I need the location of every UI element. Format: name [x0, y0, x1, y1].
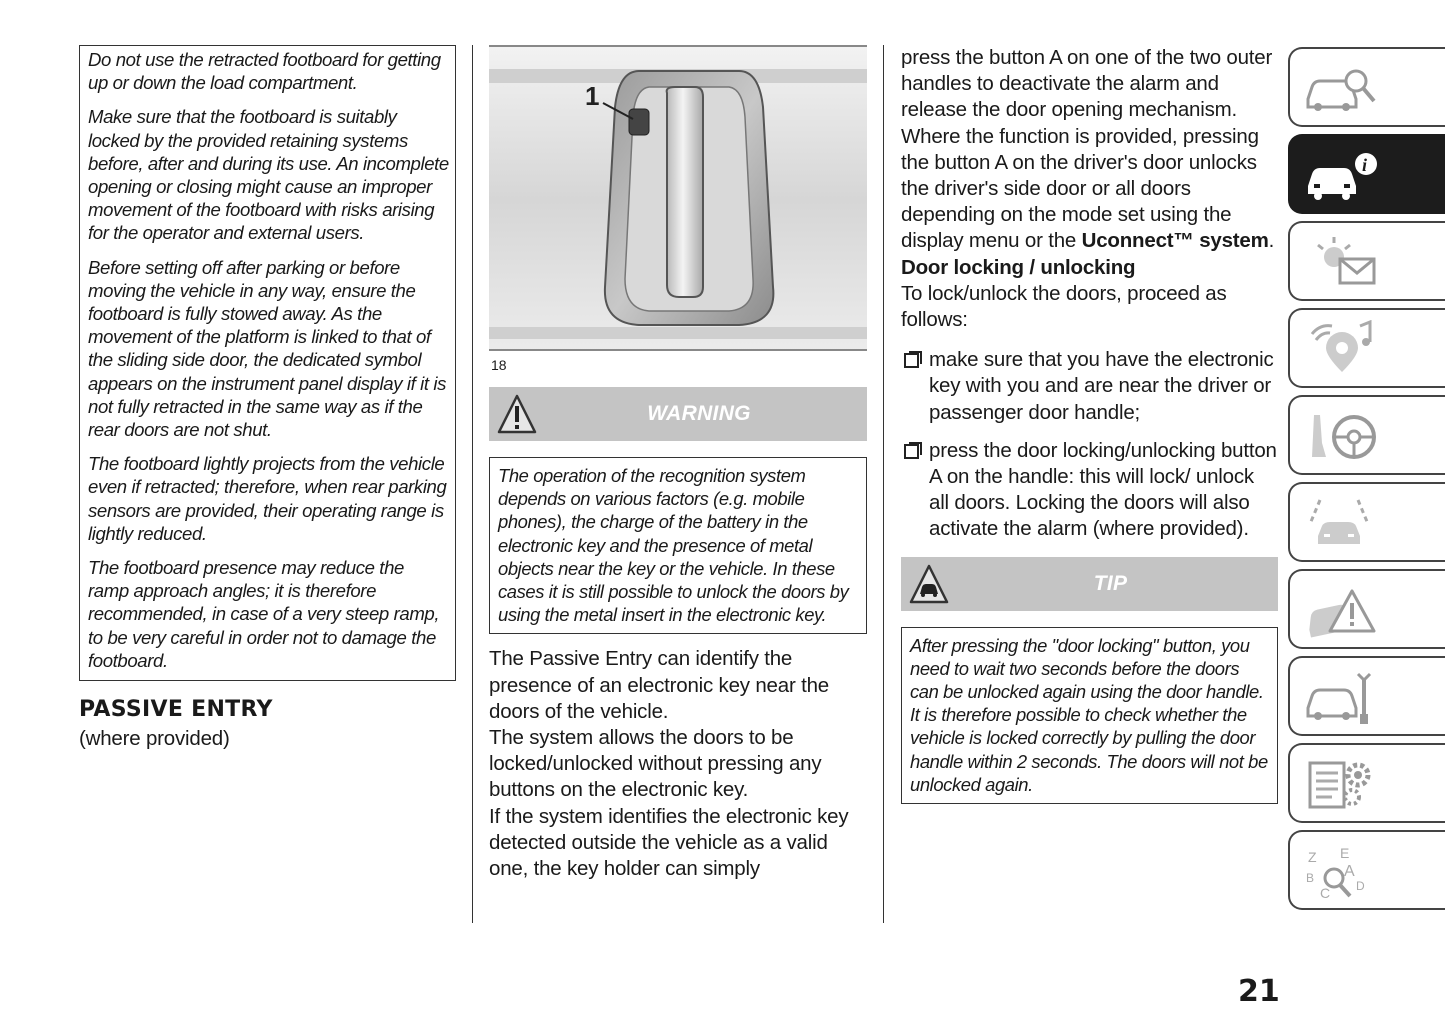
right-column — [901, 45, 1278, 804]
tab-lane-assist[interactable] — [1288, 482, 1445, 562]
note-paragraph: Before setting off after parking or before moving the vehicle in any way, ensure the footboard is fully stowed away. As the movement of the platform is linked to that of the sliding side door, the dedicated symbol appears on the instrument panel display if it is not fully retracted in the same way as if the rear doors are not shut. — [88, 256, 447, 441]
tab-technical-data[interactable] — [1288, 743, 1445, 823]
left-column — [79, 45, 456, 752]
tip-label: TIP — [1093, 571, 1128, 595]
warning-lights-message-icon — [1304, 233, 1384, 293]
note-paragraph: Do not use the retracted footboard for getting up or down the load compartment. — [88, 49, 441, 94]
car-service-tools-icon — [1304, 668, 1384, 728]
tab-steering-seat[interactable] — [1288, 395, 1445, 475]
tab-emergency[interactable] — [1288, 569, 1445, 649]
door-handle-figure — [489, 45, 867, 351]
door-handle-illustration — [489, 47, 867, 351]
figure-callout: 1 — [585, 81, 600, 111]
svg-text:C: C — [1320, 885, 1331, 901]
note-paragraph: The footboard presence may reduce the ramp approach angles; it is therefore recommended, in case of a very steep ramp, to be very careful in order not to damage the footboard. — [88, 557, 440, 671]
function-text: Where the function is provided, pressing the button A on the driver's door unlocks the driver's side door or all doors depending on the mode set using the display menu or the — [901, 124, 1259, 253]
door-locking-subheading: Door locking / unlocking — [901, 255, 1136, 279]
svg-text:A: A — [1344, 863, 1355, 880]
tab-service-maintenance[interactable] — [1288, 656, 1445, 736]
svg-text:E: E — [1340, 845, 1350, 861]
body-text-line: The system allows the doors to be locked/unlocked without pressing any buttons on the electronic key. — [489, 726, 822, 802]
tip-car-triangle-icon — [907, 560, 951, 608]
svg-text:B: B — [1306, 871, 1315, 885]
steering-seat-icon — [1304, 407, 1384, 467]
tab-alphabetical-index[interactable] — [1288, 830, 1445, 910]
svg-text:Z: Z — [1308, 849, 1317, 865]
list-item — [901, 438, 1278, 543]
body-paragraph — [489, 646, 867, 882]
car-search-icon — [1304, 59, 1384, 119]
figure-caption: 18 — [491, 357, 507, 373]
procedure-intro: To lock/unlock the doors, proceed as follows: — [901, 281, 1227, 332]
warning-text-box: The operation of the recognition system depends on various factors (e.g. mobile phones), the charge of the battery in the electronic key and the presence of metal objects near the key or the vehicle. In these cases it is still possible to unlock the doors by using the metal insert in the electronic key. — [489, 457, 867, 634]
body-text-line: The Passive Entry can identify the presence of an electronic key near the doors of the vehicle. — [489, 647, 829, 723]
list-item-text: press the door locking/unlocking button A on the handle: this will lock/ unlock all doors. Locking the doors will also activate the alarm (where provided). — [929, 438, 1277, 541]
media-navigation-icon — [1304, 320, 1384, 380]
warning-label: WARNING — [647, 402, 751, 425]
svg-text:i: i — [1362, 155, 1368, 175]
section-title: PASSIVE ENTRY — [79, 697, 273, 723]
note-paragraph: Make sure that the footboard is suitably locked by the provided retaining systems before, after and during its use. An incomplete opening or closing might cause an improper movement of the footboard with risks arising for the operator and external users. — [88, 106, 449, 244]
body-text-line: If the system identifies the electronic key detected outside the vehicle as a valid one, the key holder can simply — [489, 804, 849, 881]
tab-media-navigation[interactable] — [1288, 308, 1445, 388]
car-emergency-icon — [1304, 581, 1384, 641]
note-paragraph: The footboard lightly projects from the vehicle even if retracted; therefore, when rear parking sensors are provided, their operating range is lightly reduced. — [88, 453, 447, 544]
section-subtitle: (where provided) — [79, 727, 230, 751]
function-text-end: . — [1268, 229, 1275, 253]
tip-text-box: After pressing the "door locking" button, you need to wait two seconds before the doors can be unlocked again using the door handle. It is therefore possible to check whether the vehicle is locked correctly by pulling the door handle within 2 seconds. The doors will not be unlocked again. — [901, 627, 1278, 804]
column-divider — [883, 45, 884, 923]
continued-paragraph: press the button A on one of the two outer handles to deactivate the alarm and release the door opening mechanism. — [901, 46, 1273, 122]
list-item-text: make sure that you have the electronic key with you and are near the driver or passenger door handle; — [929, 348, 1274, 424]
list-item — [901, 347, 1278, 426]
footboard-notes-box — [79, 45, 456, 681]
checkbox-bullet-icon — [903, 441, 923, 461]
middle-column — [489, 45, 867, 882]
tab-car-info[interactable] — [1288, 134, 1445, 214]
warning-banner — [489, 387, 867, 441]
tip-banner — [901, 557, 1278, 611]
function-paragraph — [901, 124, 1278, 255]
column-divider — [472, 45, 473, 923]
lane-assist-car-icon — [1304, 494, 1384, 554]
warning-triangle-icon — [495, 390, 539, 438]
car-info-icon — [1304, 146, 1384, 206]
tab-warning-lights[interactable] — [1288, 221, 1445, 301]
tab-car-search[interactable] — [1288, 47, 1445, 127]
technical-data-icon — [1304, 755, 1384, 815]
uconnect-system-text: Uconnect™ system — [1081, 229, 1269, 253]
checkbox-bullet-icon — [903, 350, 923, 370]
page-number: 21 — [1238, 974, 1280, 1009]
svg-text:D: D — [1356, 879, 1365, 893]
alphabetical-index-icon — [1304, 842, 1384, 902]
